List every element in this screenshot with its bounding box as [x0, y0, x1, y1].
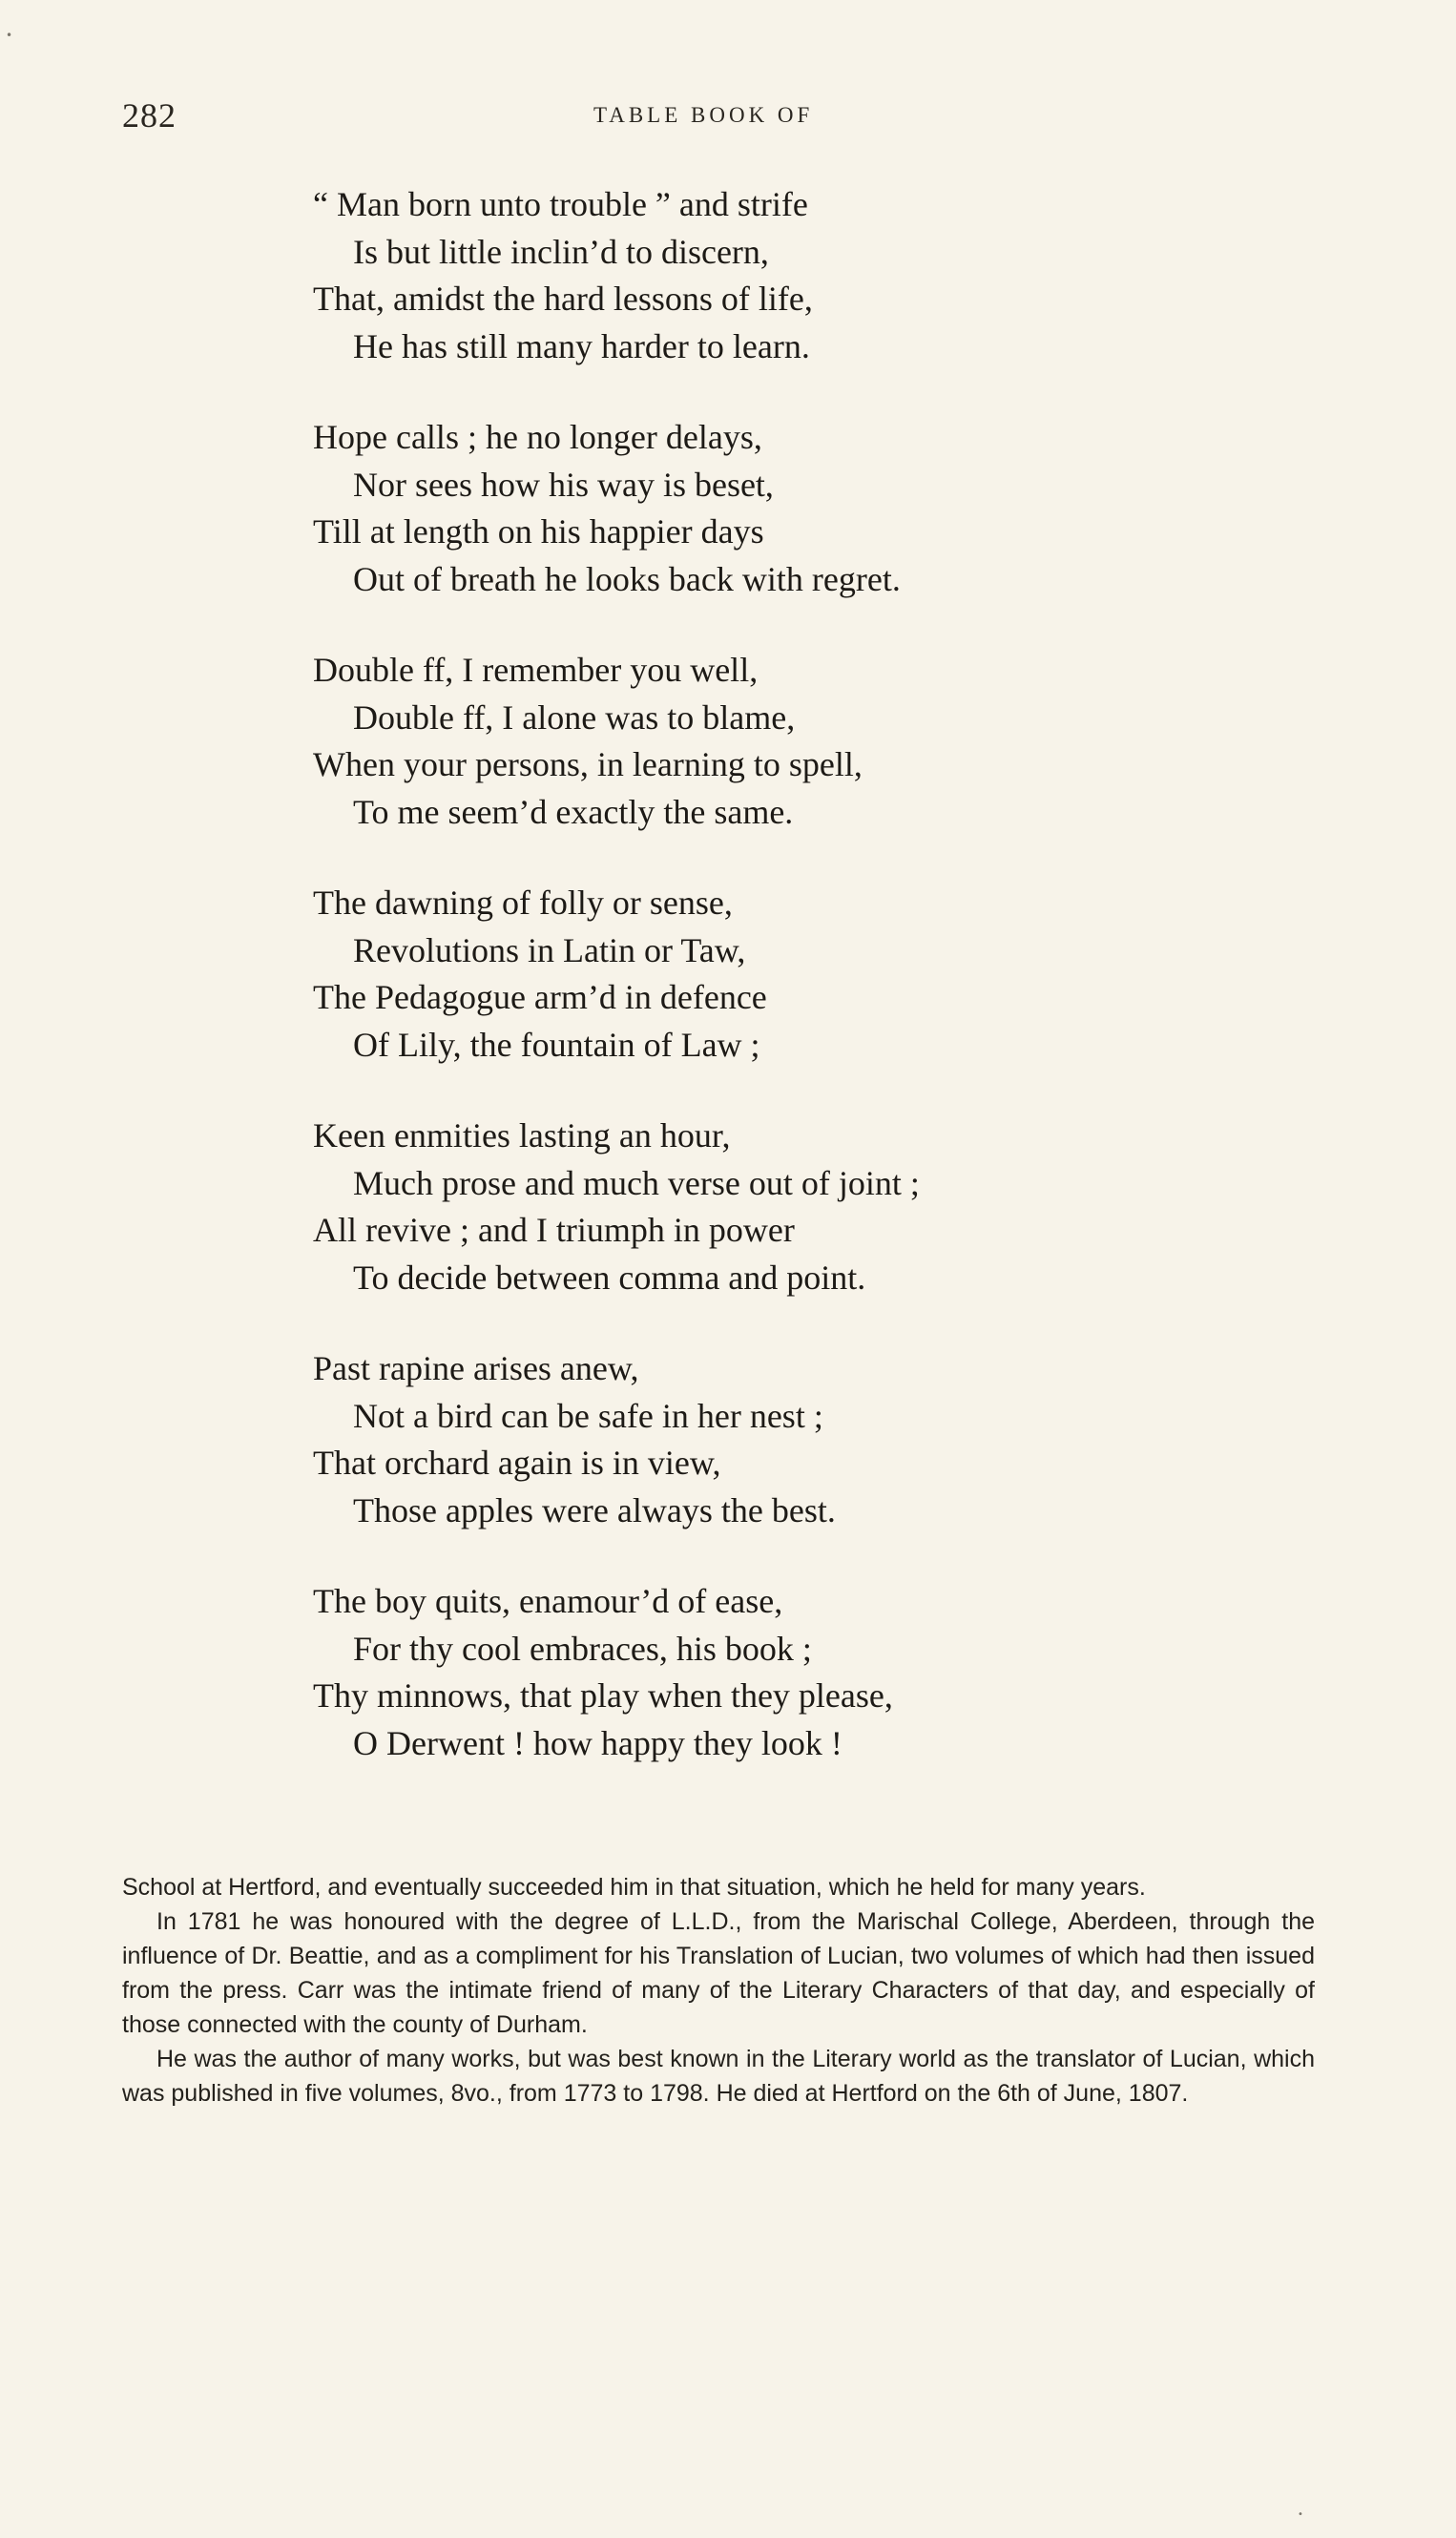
poem-line: Nor sees how his way is beset,: [353, 465, 774, 504]
poem-line: All revive ; and I triumph in power: [313, 1211, 795, 1249]
stanza-6: [313, 1345, 1267, 1534]
poem-line: For thy cool embraces, his book ;: [353, 1629, 812, 1668]
poem-line: “ Man born unto trouble ” and strife: [313, 185, 808, 223]
poem-line: Keen enmities lasting an hour,: [313, 1116, 731, 1155]
page-number: 282: [122, 96, 177, 135]
poem-line: Much prose and much verse out of joint ;: [353, 1163, 920, 1202]
poem-line: Past rapine arises anew,: [313, 1349, 639, 1387]
poem-line: O Derwent ! how happy they look !: [353, 1723, 842, 1762]
stanza-5: [313, 1113, 1267, 1301]
poem-line: The dawning of folly or sense,: [313, 884, 733, 922]
footnote-text: [122, 1870, 1315, 2111]
poem-line: Revolutions in Latin or Taw,: [353, 930, 746, 969]
stanza-3: [313, 647, 1267, 836]
poem-line: Not a bird can be safe in her nest ;: [353, 1396, 823, 1435]
footnote-paragraph: He was the author of many works, but was best known in the Literary world as the translator of Lucian, which was published in five volumes, 8vo., from 1773 to 1798. He died at Hertford on the 6th of June, 1807.: [122, 2046, 1315, 2107]
poem-line: Double ff, I remember you well,: [313, 651, 759, 689]
stanza-1: [313, 181, 1267, 370]
poem-line: Till at length on his happier days: [313, 512, 764, 551]
running-title: TABLE BOOK OF: [593, 103, 814, 127]
poem-line: Of Lily, the fountain of Law ;: [353, 1025, 760, 1064]
poem-line: The Pedagogue arm’d in defence: [313, 978, 767, 1016]
poem-line: The boy quits, enamour’d of ease,: [313, 1582, 783, 1620]
scan-speck-mark: •: [1298, 2509, 1303, 2520]
poem: [313, 181, 1267, 1811]
poem-line: Double ff, I alone was to blame,: [353, 697, 796, 737]
poem-line: When your persons, in learning to spell,: [313, 745, 863, 783]
poem-line: Out of breath he looks back with regret.: [353, 559, 901, 598]
poem-line: That orchard again is in view,: [313, 1444, 721, 1482]
poem-line: Hope calls ; he no longer delays,: [313, 418, 762, 456]
poem-line: To decide between comma and point.: [353, 1258, 866, 1297]
footnote-paragraph: In 1781 he was honoured with the degree of L.L.D., from the Marischal College, Aberdeen, through the influence of Dr. Beattie, and as a compliment for his Translation of Lucian, two volumes of which had then issued from the press. Carr was the intimate friend of many of the Literary Characters of that day, and especially of those connected with the county of Durham.: [122, 1908, 1315, 2038]
footnote-paragraph: School at Hertford, and eventually succeeded him in that situation, which he held for many years.: [122, 1874, 1146, 1901]
stanza-4: [313, 880, 1267, 1069]
stanza-7: [313, 1578, 1267, 1767]
poem-line: To me seem’d exactly the same.: [353, 792, 794, 831]
stanza-2: [313, 414, 1267, 603]
scan-speck-mark: •: [6, 29, 13, 42]
running-head: [0, 95, 1456, 134]
poem-line: He has still many harder to learn.: [353, 326, 810, 365]
poem-line: Is but little inclin’d to discern,: [353, 232, 769, 271]
poem-line: Those apples were always the best.: [353, 1490, 836, 1529]
poem-line: Thy minnows, that play when they please,: [313, 1676, 893, 1715]
poem-line: That, amidst the hard lessons of life,: [313, 280, 813, 318]
